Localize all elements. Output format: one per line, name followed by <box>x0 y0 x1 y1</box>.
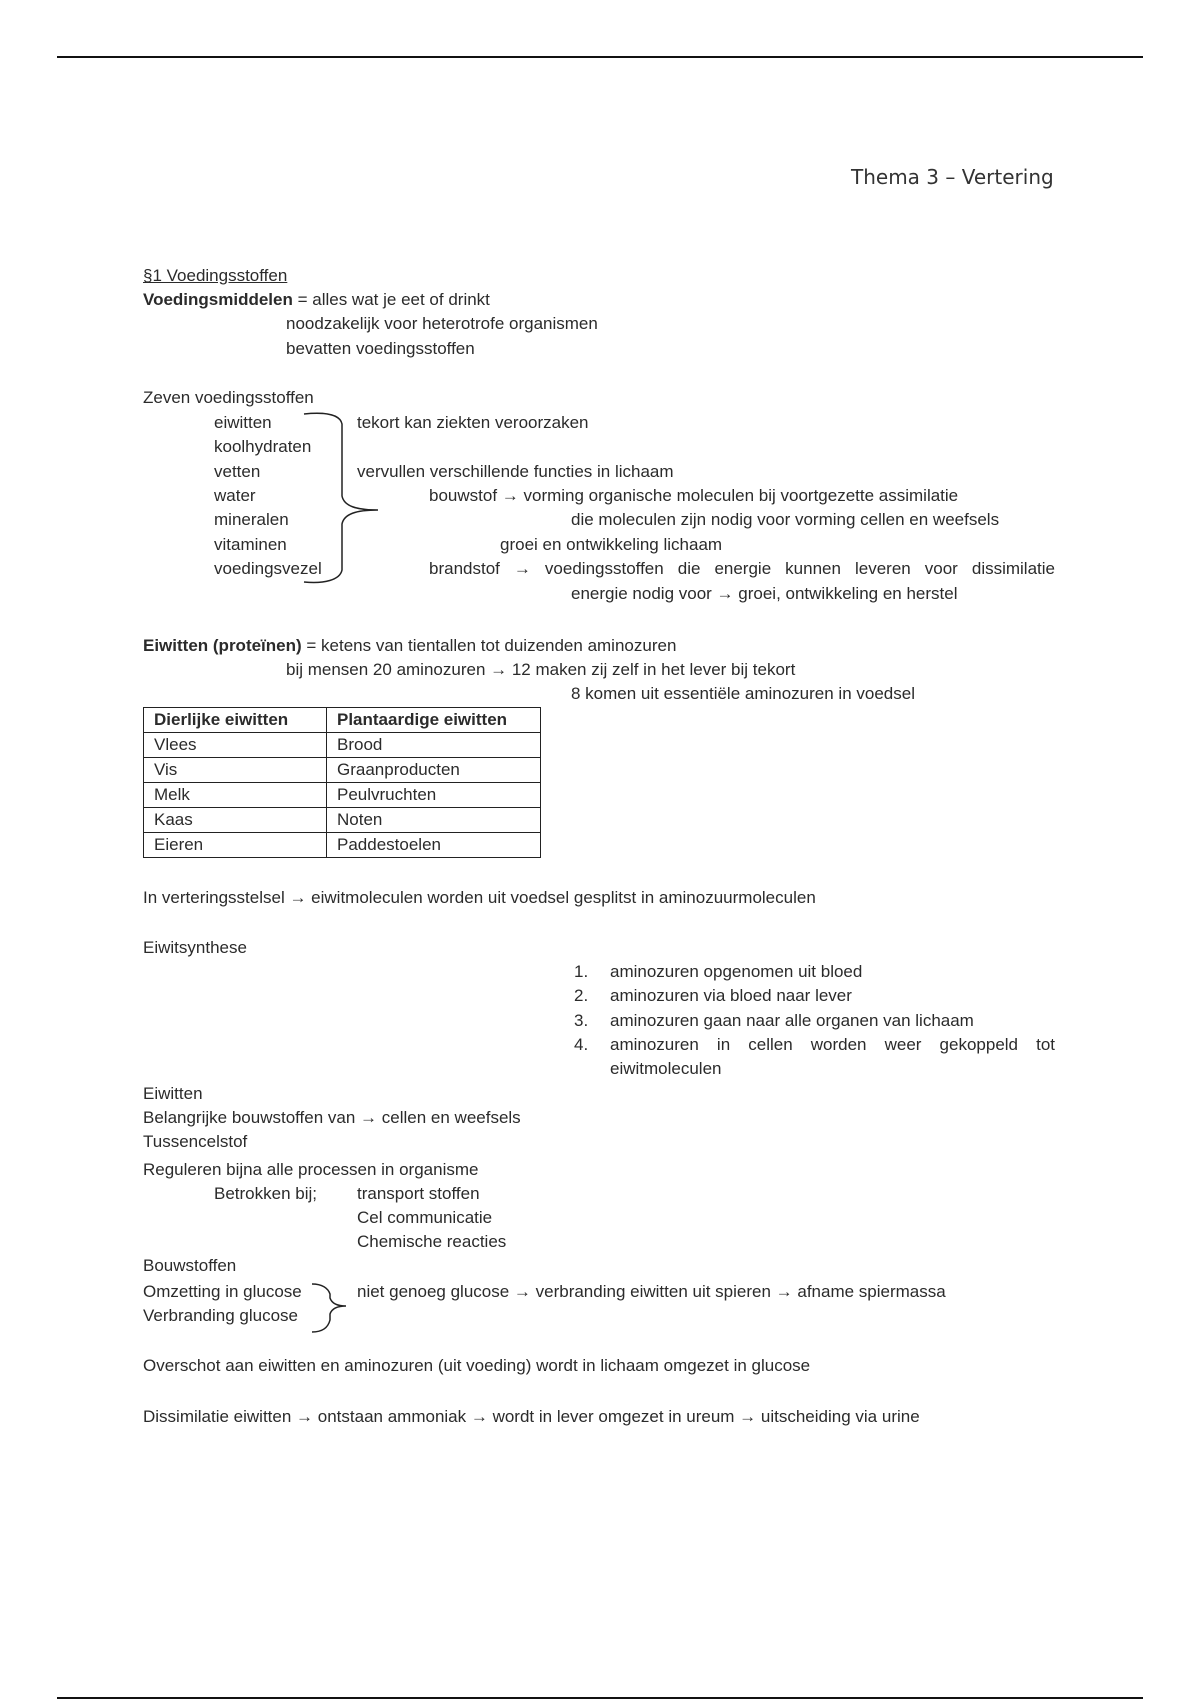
functions-line: Bouwstoffen <box>143 1256 237 1275</box>
nutrient-item: vitaminen <box>214 535 287 554</box>
surplus-line: Overschot aan eiwitten en aminozuren (uit voeding) wordt in lichaam omgezet in glucose <box>143 1356 811 1375</box>
functions-line: Tussencelstof <box>143 1132 248 1151</box>
definition-term: Voedingsmiddelen <box>143 290 293 309</box>
table-cell: Graanproducten <box>327 758 541 783</box>
nutrient-item: voedingsvezel <box>214 559 322 578</box>
functions-line: Belangrijke bouwstoffen van → cellen en weefsels <box>143 1108 521 1127</box>
nutrient-item: mineralen <box>214 510 289 529</box>
nutrients-brace <box>300 410 390 590</box>
glucose-note: niet genoeg glucose → verbranding eiwitten uit spieren → afname spiermassa <box>357 1282 946 1301</box>
step-number: 4. <box>574 1035 589 1054</box>
table-cell: Brood <box>327 733 541 758</box>
definition-term: Eiwitten (proteïnen) <box>143 636 302 655</box>
synthesis-step: aminozuren via bloed naar lever <box>610 986 852 1005</box>
functions-line: Omzetting in glucose <box>143 1282 302 1301</box>
table-cell: Paddestoelen <box>327 833 541 858</box>
definition-text: = alles wat je eet of drinkt <box>292 290 490 309</box>
step-number: 1. <box>574 962 589 981</box>
involved-item: transport stoffen <box>357 1184 480 1203</box>
table-cell: Peulvruchten <box>327 783 541 808</box>
table-cell: Vis <box>144 758 327 783</box>
involved-label: Betrokken bij; <box>214 1184 317 1203</box>
bottom-rule <box>57 1697 1143 1699</box>
table-cell: Eieren <box>144 833 327 858</box>
nutrients-heading: Zeven voedingsstoffen <box>143 388 314 407</box>
brandstof-sub: energie nodig voor → groei, ontwikkeling en herstel <box>571 584 958 603</box>
digestion-line: In verteringsstelsel → eiwitmoleculen worden uit voedsel gesplitst in aminozuurmoleculen <box>143 888 816 907</box>
synthesis-heading: Eiwitsynthese <box>143 938 247 957</box>
table-row <box>144 833 541 858</box>
nutrients-note: tekort kan ziekten veroorzaken <box>357 413 589 432</box>
step-number: 3. <box>574 1011 589 1030</box>
table-row <box>144 758 541 783</box>
nutrient-item: water <box>214 486 256 505</box>
synthesis-step: aminozuren opgenomen uit bloed <box>610 962 863 981</box>
definition-voedingsmiddelen <box>143 288 490 312</box>
nutrient-item: eiwitten <box>214 413 272 432</box>
synthesis-step: aminozuren in cellen worden weer gekoppeld tot eiwitmoleculen <box>610 1035 1055 1078</box>
glucose-brace <box>310 1280 350 1336</box>
involved-item: Chemische reacties <box>357 1232 507 1251</box>
involved-item: Cel communicatie <box>357 1208 493 1227</box>
table-cell: Kaas <box>144 808 327 833</box>
bouwstof-line: bouwstof → vorming organische moleculen bij voortgezette assimilatie <box>429 486 959 505</box>
page-title: Thema 3 – Vertering <box>851 165 1054 189</box>
section-heading: §1 Voedingsstoffen <box>143 266 288 285</box>
dissimilation-line: Dissimilatie eiwitten → ontstaan ammoniak → wordt in lever omgezet in ureum → uitscheiding via urine <box>143 1407 920 1426</box>
brandstof-line: brandstof → voedingsstoffen die energie kunnen leveren voor dissimilatie <box>429 559 1055 578</box>
bouwstof-sub: die moleculen zijn nodig voor vorming cellen en weefsels <box>571 510 1000 529</box>
bouwstof-sub: groei en ontwikkeling lichaam <box>500 535 723 554</box>
table-row <box>144 783 541 808</box>
functions-line: Verbranding glucose <box>143 1306 299 1325</box>
table-header: Plantaardige eiwitten <box>327 708 541 733</box>
table-cell: Melk <box>144 783 327 808</box>
definition-line: noodzakelijk voor heterotrofe organismen <box>286 314 598 333</box>
step-number: 2. <box>574 986 589 1005</box>
definition-line: bevatten voedingsstoffen <box>286 339 475 358</box>
protein-table <box>143 707 541 858</box>
table-cell: Noten <box>327 808 541 833</box>
nutrient-item: koolhydraten <box>214 437 312 456</box>
aminoacids-line: bij mensen 20 aminozuren → 12 maken zij zelf in het lever bij tekort <box>286 660 796 679</box>
nutrient-item: vetten <box>214 462 261 481</box>
table-header: Dierlijke eiwitten <box>144 708 327 733</box>
definition-text: = ketens van tientallen tot duizenden aminozuren <box>301 636 677 655</box>
functions-line: Eiwitten <box>143 1084 203 1103</box>
top-rule <box>57 56 1143 58</box>
table-header-row <box>144 708 541 733</box>
table-cell: Vlees <box>144 733 327 758</box>
table-row <box>144 808 541 833</box>
table-row <box>144 733 541 758</box>
synthesis-step: aminozuren gaan naar alle organen van lichaam <box>610 1011 974 1030</box>
definition-eiwitten <box>143 634 676 658</box>
aminoacids-line: 8 komen uit essentiële aminozuren in voedsel <box>571 684 915 703</box>
functions-line: Reguleren bijna alle processen in organisme <box>143 1160 479 1179</box>
nutrients-note: vervullen verschillende functies in lichaam <box>357 462 674 481</box>
